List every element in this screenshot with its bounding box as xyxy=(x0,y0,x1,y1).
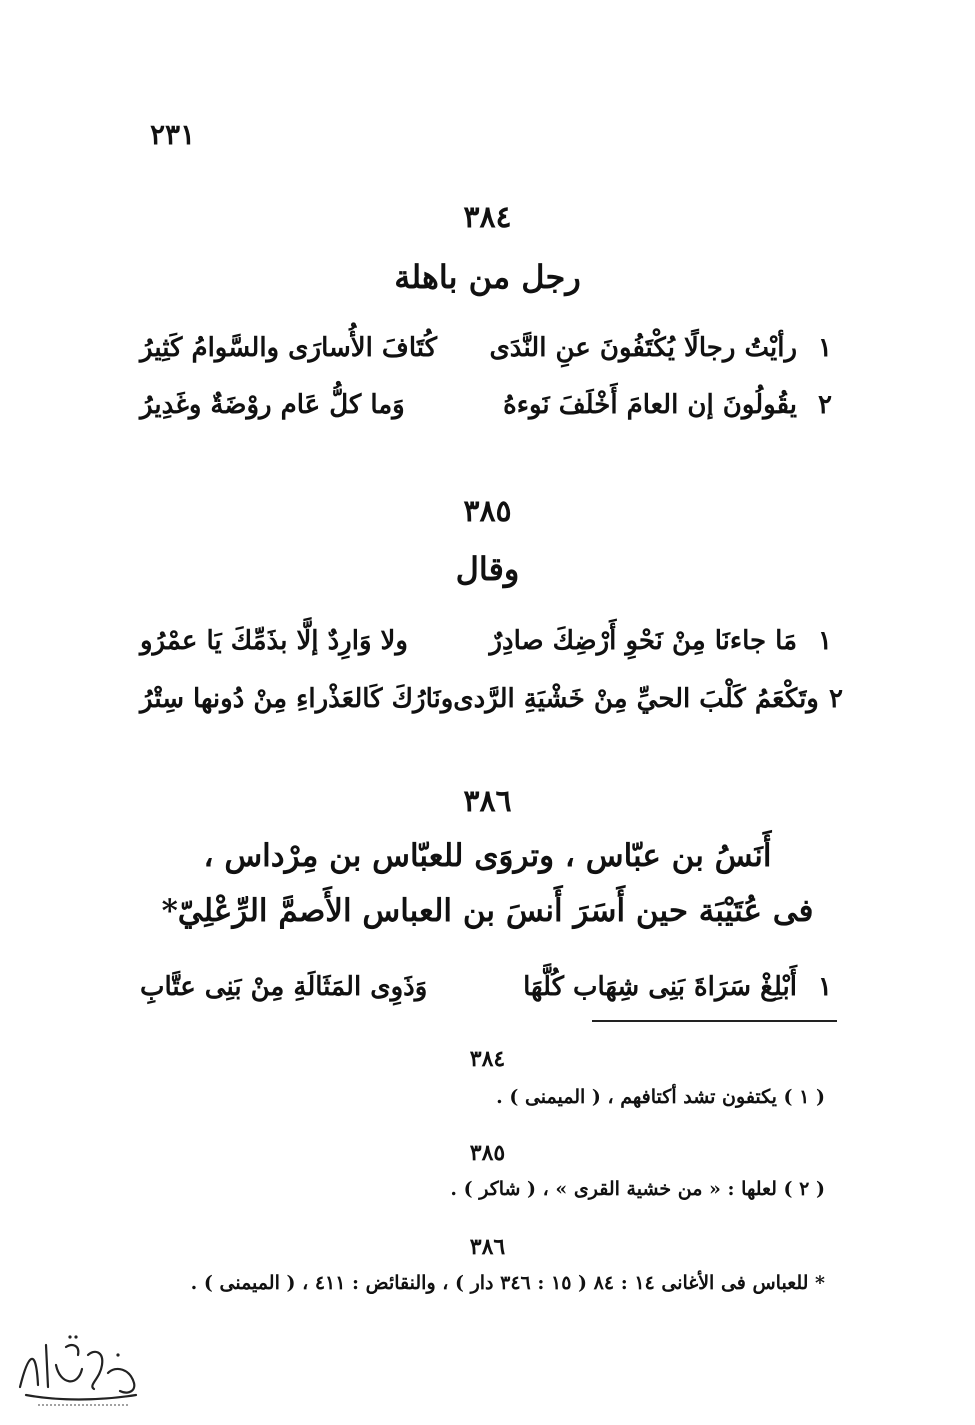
second-hemistich: ونَارُكَ كَالعَذْراءِ مِنْ دُونها سِتْرُ xyxy=(140,684,454,714)
verse-385-1 xyxy=(140,618,845,664)
first-hemistich: أَبْلِغْ سَرَاةَ بَنِى شِهَاب كُلَّهَا xyxy=(523,972,797,1002)
second-hemistich: وَما كلُّ عَام روْضَةٌ وغَدِيرُ xyxy=(140,390,405,420)
calligraphy-watermark-icon xyxy=(8,1325,148,1410)
footnote-number-385: ٣٨٥ xyxy=(469,1140,506,1166)
footnote-text-385: ( ٢ ) لعلها : « من خشية القرى » ، ( شاكر ) . xyxy=(450,1178,825,1200)
verse-386-1 xyxy=(140,964,845,1010)
verse-384-1 xyxy=(140,325,845,371)
second-hemistich: كُتَافَ الأُسارَى والسَّوامُ كَثِيرُ xyxy=(140,333,437,363)
poem-title-385: وقال xyxy=(455,550,520,588)
footnote-text-384: ( ١ ) يكتفون تشد أكتافهم ، ( الميمنى ) . xyxy=(496,1086,825,1108)
footnote-text-386: * للعباس فى الأغانى ١٤ : ٨٤ ( ١٥ : ٣٤٦ دار ) ، والنقائض : ٤١١ ، ( الميمنى ) . xyxy=(190,1272,825,1294)
footnote-number-384: ٣٨٤ xyxy=(469,1046,506,1072)
poem-number-385: ٣٨٥ xyxy=(463,494,512,529)
verse-number: ٢ xyxy=(828,684,843,714)
first-hemistich: مَا جاءنَا مِنْ نَحْوِ أَرْضِكَ صادِرٌ xyxy=(489,626,797,656)
poem-number-386: ٣٨٦ xyxy=(463,784,512,819)
poem-header-line-1: أَنَسُ بن عبّاس ، وتروَى للعبّاس بن مِرْداس ، xyxy=(203,838,772,874)
first-hemistich: يقُولُونَ إن العامَ أَخْلَفَ نَوءهُ xyxy=(503,390,797,420)
second-hemistich: ولا وَارِدٌ إلَّا بذَمِّكَ يَا عمْرُو xyxy=(140,626,408,656)
second-hemistich: وَذَوِى المَثَالَةِ مِنْ بَنِى عتَّابِ xyxy=(140,972,428,1002)
page-number: ٢٣١ xyxy=(150,118,196,151)
first-hemistich: وتَكْعَمُ كَلْبَ الحيِّ مِنْ خَشْيَةِ الرَّدى xyxy=(453,684,819,714)
poem-title-384: رجل من باهلة xyxy=(394,258,581,296)
verse-number: ١ xyxy=(818,972,832,1002)
verse-number: ١ xyxy=(818,333,832,363)
poem-header-line-2: فى عُتَيْبَة حين أَسَرَ أَنسَ بن العباس الأَصمَّ الرِّعْلِيّ* xyxy=(161,893,814,929)
verse-384-2 xyxy=(140,382,845,428)
verse-number: ١ xyxy=(818,626,832,656)
footnote-divider xyxy=(592,1020,837,1022)
verse-385-2 xyxy=(140,676,845,722)
verse-number: ٢ xyxy=(818,390,832,420)
poem-number-384: ٣٨٤ xyxy=(463,200,512,235)
first-hemistich: رأيْتُ رجالًا يُكْتَفُونَ عنِ النَّدَى xyxy=(489,333,797,363)
footnote-number-386: ٣٨٦ xyxy=(469,1234,506,1260)
